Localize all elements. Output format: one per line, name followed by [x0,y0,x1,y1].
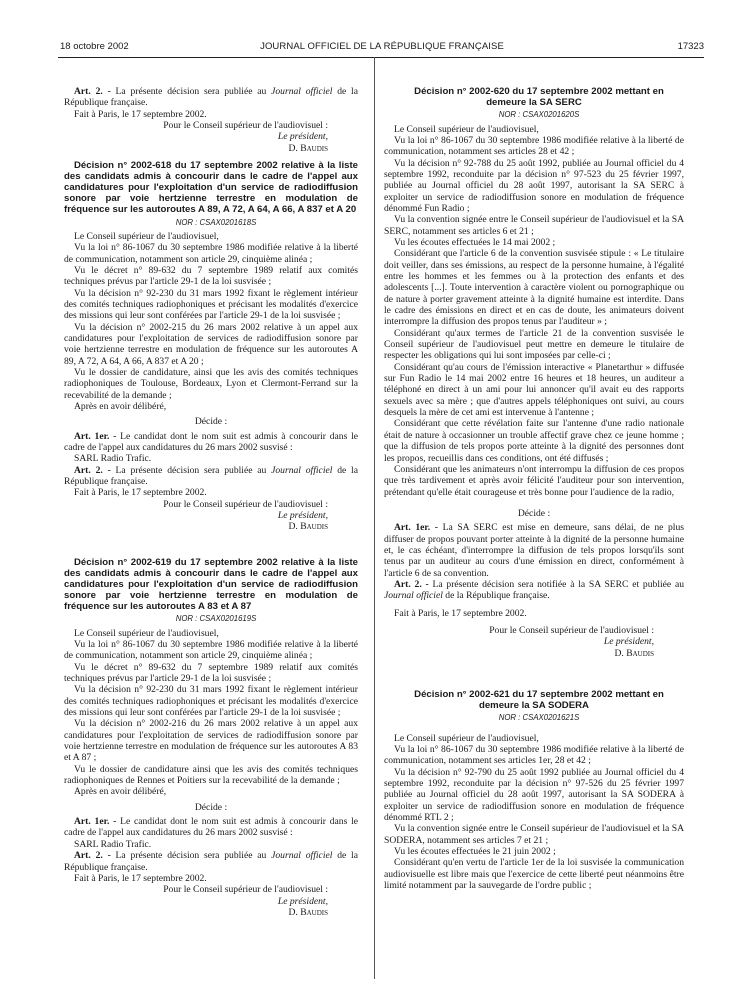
intro-article-2: Art. 2. - La présente décision sera publiée au Journal officiel de la République française. [64,86,358,109]
decision-619-para-2: Vu le décret n° 89-632 du 7 septembre 1989 relatif aux comités techniques prévus par l'article 29-1 de la loi susvisée ; [64,661,358,684]
decision-619-para-1: Vu la loi n° 86-1067 du 30 septembre 1986 modifiée relative à la liberté de communication, notamment son article 29, cinquième alinéa ; [64,638,358,662]
decision-619-candidate: SARL Radio Trafic. [74,838,152,850]
page-header [60,41,704,55]
decision-620-president: Le président, [603,636,654,648]
decision-620-para-6: Considérant qu'aux termes de l'article 21 de la convention susvisée le Conseil supérieur de l'audiovisuel peut mettre en demeure le titulaire de respecter les obligations qui lui sont imposées par celle-ci ; [384,327,684,362]
decision-618-decide: Décide : [194,416,228,428]
header-journal-title: JOURNAL OFFICIEL DE LA RÉPUBLIQUE FRANÇAISE [260,41,504,52]
decision-621-para-0: Le Conseil supérieur de l'audiovisuel, [394,732,539,744]
decision-618-fait: Fait à Paris, le 17 septembre 2002. [74,487,207,499]
decision-618-article-2: Art. 2. - La présente décision sera publiée au Journal officiel de la République française. [64,464,358,488]
decision-618-para-1: Vu la loi n° 86-1067 du 30 septembre 1986 modifiée relative à la liberté de communication, notamment son article 29, cinquième alinéa ; [64,242,358,265]
decision-618-para-0: Le Conseil supérieur de l'audiovisuel, [74,230,219,242]
decision-619-fait: Fait à Paris, le 17 septembre 2002. [74,872,207,884]
decision-620-para-2: Vu la décision n° 92-788 du 25 août 1992, publiée au Journal officiel du 4 septembre 1992, reconduite par la décision n° 97-523 du 25 février 1997, publiée au Journal officiel du 28 août 1997, autorisant la SA SERC à exploiter un service de radiodiffusion sonore en modulation de fréquence dénommé Fun Radio ; [384,157,684,214]
decision-618-title: Décision n° 2002-618 du 17 septembre 2002 relative à la liste des candidats admis à concourir dans le cadre de l'appel aux candidatures pour l'exploitation d'un service de radiodiffusion sonore par voie hertzienne terrestre en modulation de fréquence sur les autoroutes A 89, A 72, A 64, A 66, A 837 et A 20 [64,160,358,216]
decision-619-article-1: Art. 1er. - Le candidat dont le nom suit est admis à concourir dans le cadre de l'appel aux candidatures du 26 mars 2002 susvisé : [64,816,358,839]
right-column [384,86,684,891]
decision-620-para-0: Le Conseil supérieur de l'audiovisuel, [394,123,539,135]
decision-619-para-0: Le Conseil supérieur de l'audiovisuel, [74,627,219,639]
decision-620-pour: Pour le Conseil supérieur de l'audiovisuel : [489,624,654,636]
decision-620-para-7: Considérant qu'au cours de l'émission interactive « Planetarthur » diffusée sur Fun Radio le 14 mai 2002 entre 16 heures et 18 heures, un auditeur a téléphoné en direct à un ami pour lui annoncer qu'il avait eu des rapports sexuels avec sa mère ; que d'autres appels téléphoniques ont suivi, au cours desquels la mère de cet ami est intervenue à l'antenne ; [384,361,684,419]
decision-620-article-2: Art. 2. - La présente décision sera notifiée à la SA SERC et publiée au Journal officiel de la République française. [384,578,684,602]
header-rule [58,57,704,58]
decision-619-article-2: Art. 2. - La présente décision sera publiée au Journal officiel de la République française. [64,850,358,873]
decision-621-nor: NOR : CSAX0201621S [498,713,580,723]
decision-618-nor: NOR : CSAX0201618S [175,217,257,227]
intro-block [64,86,358,154]
intro-signer: D. Baudis [288,142,328,154]
decision-621-para-5: Considérant qu'en vertu de l'article 1er de la loi susvisée la communication audiovisuelle est libre mais que l'exercice de cette liberté peut néanmoins être limité notamment par la sauvegarde de l'ordre public ; [384,857,684,891]
decision-620-article-1: Art. 1er. - La SA SERC est mise en demeure, sans délai, de ne plus diffuser de propos pouvant porter atteinte à la dignité de la personne humaine et, le cas échéant, d'interrompre la diffusion de tels propos lorsqu'ils sont tenus par un auditeur au cours d'une émission en direct, conformément à l'article 6 de sa convention. [384,522,684,579]
decision-619-para-5: Vu le dossier de candidature ainsi que les avis des comités techniques radiophoniques de Rennes et Poitiers sur la recevabilité de la demande ; [64,763,358,787]
decision-620-fait: Fait à Paris, le 17 septembre 2002. [394,607,527,619]
decision-621-para-2: Vu la décision n° 92-790 du 25 août 1992 publiée au Journal officiel du 4 septembre 1992, reconduite par la décision n° 97-526 du 25 février 1997 publiée au Journal officiel du 28 août 1997, autorisant la SA SODERA à exploiter un service de radiodiffusion sonore en modulation de fréquence dénommé RTL 2 ; [384,766,684,823]
decision-619-pour: Pour le Conseil supérieur de l'audiovisuel : [163,884,328,896]
decision-620-para-3: Vu la convention signée entre le Conseil supérieur de l'audiovisuel et la SA SERC, notamment ses articles 6 et 21 ; [384,214,684,237]
decision-620-title: Décision n° 2002-620 du 17 septembre 2002 mettant en demeure la SA SERC [414,86,664,109]
header-date: 18 octobre 2002 [60,41,129,52]
decision-620-nor: NOR : CSAX0201620S [498,110,580,120]
decision-618-para-4: Vu la décision n° 2002-215 du 26 mars 2002 relative à un appel aux candidatures pour l'exploitation de services de radiodiffusion sonore par voie hertzienne terrestre en modulation de fréquence sur les autoroutes A 89, A 72, A 64, A 66, A 837 et A 20 ; [64,321,358,367]
decision-620-decide: Décide : [517,507,551,519]
decision-621-title: Décision n° 2002-621 du 17 septembre 2002 mettant en demeure la SA SODERA [414,689,664,712]
intro-fait: Fait à Paris, le 17 septembre 2002. [74,108,207,120]
decision-620 [384,86,684,659]
decision-621-para-3: Vu la convention signée entre le Conseil supérieur de l'audiovisuel et la SA SODERA, notamment ses articles 7 et 21 ; [384,823,684,846]
decision-619-nor: NOR : CSAX0201619S [175,614,257,624]
decision-618-para-6: Après en avoir délibéré, [74,401,167,413]
decision-621-para-4: Vu les écoutes effectuées le 21 juin 2002 ; [394,845,556,857]
decision-618-para-3: Vu la décision n° 92-230 du 31 mars 1992 fixant le règlement intérieur des comités techniques radiophoniques et précisant les modalités d'exercice des missions qui leur sont conférées par l'article 29-1 de la loi susvisée ; [64,287,358,322]
decision-619-para-6: Après en avoir délibéré, [74,786,167,798]
header-page-number: 17323 [677,41,704,52]
decision-619 [64,557,358,918]
decision-618 [64,160,358,533]
decision-621-para-1: Vu la loi n° 86-1067 du 30 septembre 1986 modifiée relative à la liberté de communication, notamment ses articles 1er, 28 et 42 ; [384,743,684,767]
intro-pour: Pour le Conseil supérieur de l'audiovisuel : [163,120,328,132]
decision-620-para-4: Vu les écoutes effectuées le 14 mai 2002 ; [394,236,556,248]
decision-618-pour: Pour le Conseil supérieur de l'audiovisuel : [163,498,328,510]
decision-621 [384,689,684,891]
decision-620-para-8: Considérant que cette révélation faite sur l'antenne d'une radio nationale était de nature à occasionner un trouble affectif grave chez ce jeune homme ; que la diffusion de tels propos porte atteinte à la dignité des personnes dont les propos, recueillis dans ces conditions, ont été diffusés ; [384,418,684,464]
decision-619-title: Décision n° 2002-619 du 17 septembre 2002 relative à la liste des candidats admis à concourir dans le cadre de l'appel aux candidatures pour l'exploitation d'un service de radiodiffusion sonore par voie hertzienne terrestre en modulation de fréquence sur les autoroutes A 83 et A 87 [64,556,358,613]
decision-619-signer: D. Baudis [288,906,328,918]
decision-618-para-2: Vu le décret n° 89-632 du 7 septembre 1989 relatif aux comités techniques prévus par l'article 29-1 de la loi susvisée ; [64,264,358,288]
decision-619-para-4: Vu la décision n° 2002-216 du 26 mars 2002 relative à un appel aux candidatures pour l'exploitation de services de radiodiffusion sonore par voie hertzienne terrestre en modulation de fréquence sur les autoroutes A 83 et A 87 ; [64,718,358,764]
decision-619-decide: Décide : [194,801,228,813]
intro-president: Le président, [277,131,328,143]
decision-618-para-5: Vu le dossier de candidature, ainsi que les avis des comités techniques radiophoniques de Toulouse, Bordeaux, Lyon et Clermont-Ferrand sur la recevabilité de la demande ; [64,367,358,401]
decision-619-para-3: Vu la décision n° 92-230 du 31 mars 1992 fixant le règlement intérieur des comités techniques radiophoniques et précisant les modalités d'exercice des missions qui leur sont conférées par l'article 29-1 de la loi susvisée ; [64,684,358,719]
column-divider [374,57,375,979]
decision-620-para-5: Considérant que l'article 6 de la convention susvisée stipule : « Le titulaire doit veiller, dans ses émissions, au respect de la personne humaine, à l'égalité entre les hommes et les femmes ou à la protection des enfants et des adolescents [...]. Toute intervention à caractère violent ou pornographique ou de nature à porter gravement atteinte à la dignité humaine est interdite. Dans le cadre des émissions en direct et en cas de doute, les animateurs doivent interrompre la diffusion des propos tenus par l'auditeur » ; [384,248,684,328]
decision-619-president: Le président, [277,895,328,907]
decision-618-article-1: Art. 1er. - Le candidat dont le nom suit est admis à concourir dans le cadre de l'appel aux candidatures du 26 mars 2002 susvisé : [64,430,358,454]
decision-620-para-1: Vu la loi n° 86-1067 du 30 septembre 1986 modifiée relative à la liberté de communication, notamment ses articles 28 et 42 ; [384,134,684,158]
decision-618-candidate: SARL Radio Trafic. [74,453,152,465]
left-column [64,86,358,918]
decision-620-para-9: Considérant que les animateurs n'ont interrompu la diffusion de ces propos que très tardivement et après avoir félicité l'auditeur pour son intervention, prétendant qu'elle était courageuse et très bonne pour l'audience de la radio, [384,463,684,498]
decision-620-signer: D. Baudis [614,647,654,659]
decision-618-signer: D. Baudis [288,521,328,533]
decision-618-president: Le président, [277,510,328,522]
